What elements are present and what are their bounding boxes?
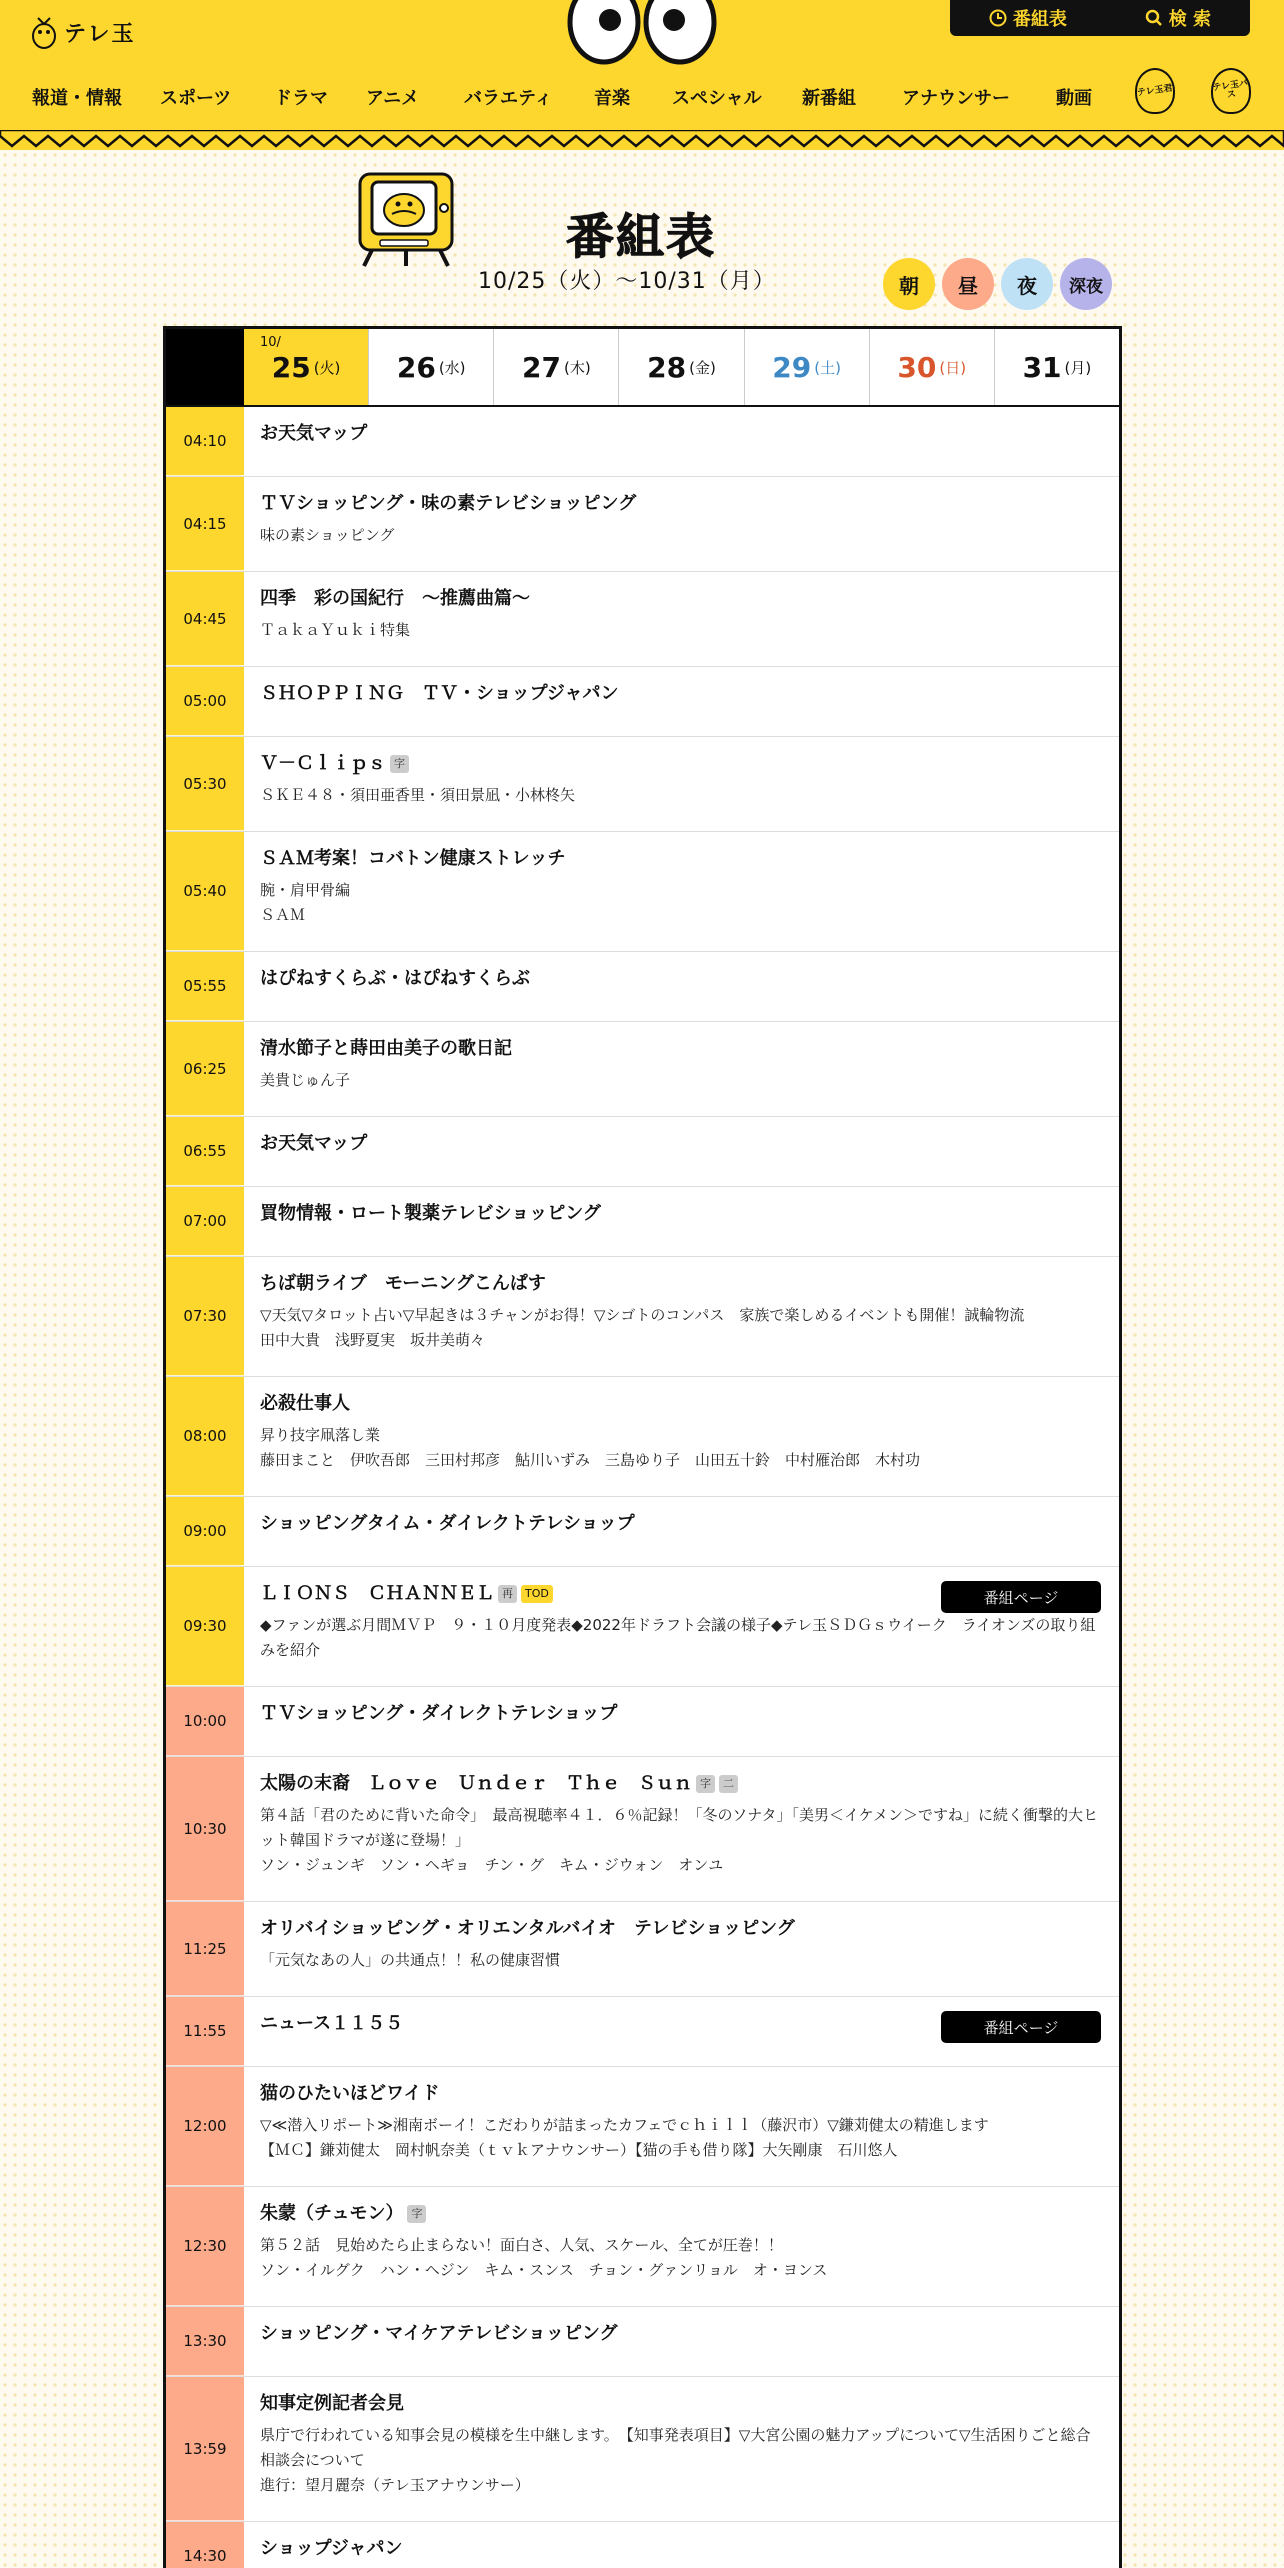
program-description <box>260 2233 1101 2283</box>
program-cell[interactable] <box>244 1757 1119 1901</box>
time-slot-button[interactable]: 夜 <box>1001 258 1053 310</box>
bus-link-icon[interactable] <box>1211 68 1251 114</box>
nav-item[interactable]: スペシャル <box>672 88 762 109</box>
day-number: 31 <box>1022 350 1062 384</box>
day-tabs <box>166 329 1119 407</box>
program-title-text: ＴＶショッピング・ダイレクトテレショップ <box>260 1703 618 1724</box>
schedule-button-label: 番組表 <box>1012 9 1067 30</box>
program-description-line: 第５２話 見始めたら止まらない！面白さ、人気、スケール、全てが圧巻！！ <box>260 2236 783 2254</box>
program-description-line: ＳＡＭ <box>260 906 306 924</box>
program-row <box>166 1257 1119 1377</box>
program-cell[interactable] <box>244 1187 1119 1256</box>
program-title <box>260 1701 1101 1727</box>
program-title-text: ＬＩＯＮＳ ＣＨＡＮＮＥＬ <box>260 1583 494 1604</box>
program-title <box>260 1511 1101 1537</box>
program-row <box>166 407 1119 477</box>
program-row <box>166 832 1119 952</box>
program-title <box>260 2201 1101 2227</box>
program-title-text: ショップジャパン <box>260 2538 403 2559</box>
day-number: 28 <box>647 350 687 384</box>
program-time: 05:00 <box>166 667 244 736</box>
time-slot-button[interactable]: 朝 <box>883 258 935 310</box>
program-time: 04:10 <box>166 407 244 476</box>
header-zigzag-edge <box>0 130 1284 154</box>
program-title <box>260 2391 1101 2417</box>
program-title-text: 清水節子と蒔田由美子の歌日記 <box>260 1038 512 1059</box>
program-cell[interactable] <box>244 1567 1119 1686</box>
program-description <box>260 1068 1101 1093</box>
program-row <box>166 1117 1119 1187</box>
program-title-text: ＳＡＭ考案！コバトン健康ストレッチ <box>260 848 566 869</box>
program-title <box>260 2081 1101 2107</box>
program-description <box>260 878 1101 928</box>
program-cell[interactable] <box>244 2187 1119 2306</box>
program-title <box>260 846 1101 872</box>
program-title-text: 猫のひたいほどワイド <box>260 2083 440 2104</box>
program-description-line: 藤田まこと 伊吹吾郎 三田村邦彦 鮎川いずみ 三島ゆり子 山田五十鈴 中村雁治郎 木村功 <box>260 1451 921 1469</box>
day-weekday: (土) <box>814 358 841 377</box>
program-time: 09:00 <box>166 1497 244 1566</box>
program-tag-badge: 字 <box>696 1775 715 1793</box>
program-title-text: 太陽の末裔 Ｌｏｖｅ Ｕｎｄｅｒ Ｔｈｅ Ｓｕｎ <box>260 1773 692 1794</box>
nav-item[interactable]: 新番組 <box>802 88 856 109</box>
logo-text: テレ玉 <box>64 21 136 47</box>
program-description <box>260 2423 1101 2498</box>
program-tag-badge: 字 <box>407 2205 426 2223</box>
program-row <box>166 1902 1119 1997</box>
day-weekday: (日) <box>939 358 967 377</box>
program-time: 10:30 <box>166 1757 244 1901</box>
program-description-line: 腕・肩甲骨編 <box>260 881 351 899</box>
time-slot-buttons <box>883 258 1112 310</box>
program-time: 11:55 <box>166 1997 244 2066</box>
program-cell[interactable] <box>244 1257 1119 1376</box>
program-cell[interactable] <box>244 1687 1119 1756</box>
day-number: 30 <box>897 350 937 384</box>
program-time: 04:45 <box>166 572 244 666</box>
program-time: 06:55 <box>166 1117 244 1186</box>
program-title <box>260 966 1101 992</box>
day-tab[interactable] <box>368 329 493 405</box>
program-description-line: 県庁で行われている知事会見の模様を生中継します。 【知事発表項目】▽大宮公園の魅力アップについて▽生活困りごと総合相談会について <box>260 2426 1091 2469</box>
nav-item[interactable]: 動画 <box>1056 88 1092 109</box>
program-cell[interactable] <box>244 572 1119 666</box>
day-tab[interactable] <box>994 329 1119 405</box>
program-title <box>260 681 1101 707</box>
program-description <box>260 1303 1101 1353</box>
page-title: 番組表 <box>566 209 717 265</box>
program-title <box>260 1201 1101 1227</box>
program-description-line: 昇り技字凧落し業 <box>260 1426 381 1444</box>
program-time: 12:00 <box>166 2067 244 2186</box>
program-page-button[interactable]: 番組ページ <box>941 2011 1101 2043</box>
program-title <box>260 1771 1101 1797</box>
program-page-button[interactable]: 番組ページ <box>941 1581 1101 1613</box>
program-time: 11:25 <box>166 1902 244 1996</box>
day-tab[interactable] <box>244 329 368 405</box>
mascot-link-icon[interactable] <box>1135 68 1175 114</box>
program-title <box>260 751 1101 777</box>
program-row <box>166 477 1119 572</box>
program-row <box>166 2187 1119 2307</box>
program-description <box>260 783 1101 808</box>
program-cell[interactable] <box>244 952 1119 1021</box>
program-cell[interactable] <box>244 1997 1119 2066</box>
program-cell[interactable] <box>244 667 1119 736</box>
program-title-text: ＴＶショッピング・味の素テレビショッピング <box>260 493 637 514</box>
program-description-line: 美貴じゅん子 <box>260 1071 351 1089</box>
program-tag-badge: 再 <box>498 1585 517 1603</box>
top-utility-bar <box>950 0 1250 36</box>
program-title-text: Ｖ－Ｃｌｉｐｓ <box>260 753 386 774</box>
time-slot-button[interactable]: 深夜 <box>1060 258 1112 310</box>
program-row <box>166 1997 1119 2067</box>
program-time: 05:40 <box>166 832 244 951</box>
program-cell[interactable] <box>244 1497 1119 1566</box>
program-title-text: お天気マップ <box>260 1133 368 1154</box>
program-time: 09:30 <box>166 1567 244 1686</box>
day-tab[interactable] <box>618 329 743 405</box>
day-weekday: (火) <box>313 358 341 377</box>
program-description-line: ＳＫＥ４８・須田亜香里・須田景凪・小林柊矢 <box>260 786 576 804</box>
program-title-text: 知事定例記者会見 <box>260 2393 404 2414</box>
schedule-table <box>163 326 1122 2568</box>
program-time: 14:30 <box>166 2522 244 2568</box>
program-row <box>166 1687 1119 1757</box>
program-title-text: ちば朝ライブ モーニングこんぱす <box>260 1273 546 1294</box>
clock-icon <box>989 9 1007 27</box>
schedule-button[interactable] <box>989 5 1067 31</box>
program-title <box>260 491 1101 517</box>
program-time: 12:30 <box>166 2187 244 2306</box>
day-weekday: (水) <box>438 358 466 377</box>
program-title-text: 四季 彩の国紀行 ～推薦曲篇～ <box>260 588 530 609</box>
program-cell[interactable] <box>244 2067 1119 2186</box>
day-weekday: (月) <box>1064 358 1092 377</box>
program-description-line: 進行：望月麗奈（テレ玉アナウンサー） <box>260 2476 530 2494</box>
day-weekday: (木) <box>563 358 591 377</box>
program-row <box>166 1567 1119 1687</box>
time-slot-button[interactable]: 昼 <box>942 258 994 310</box>
main-nav <box>0 78 1284 118</box>
program-title-text: ニュース１１５５ <box>260 2013 404 2034</box>
nav-item[interactable]: ドラマ <box>274 88 328 109</box>
program-title <box>260 421 1101 447</box>
program-row <box>166 1757 1119 1902</box>
program-description <box>260 1613 1101 1663</box>
program-tag-badge: TOD <box>521 1585 553 1603</box>
program-description-line: ソン・ジュンギ ソン・ヘギョ チン・グ キム・ジウォン オンユ <box>260 1856 724 1874</box>
program-description-line: 味の素ショッピング <box>260 526 395 544</box>
program-title <box>260 586 1101 612</box>
day-month: 10/ <box>260 335 281 350</box>
tv-mascot-icon <box>354 168 458 268</box>
program-description-line: ▽≪潜入リポート≫湘南ボーイ！こだわりが詰まったカフェでｃｈｉｌｌ（藤沢市）▽鎌苅健太の精進します <box>260 2116 989 2134</box>
program-title <box>260 2321 1101 2347</box>
program-cell[interactable] <box>244 1902 1119 1996</box>
program-description-line: ◆ファンが選ぶ月間ＭＶＰ ９・１０月度発表◆2022年ドラフト会議の様子◆テレ玉ＳＤＧｓウイーク ライオンズの取り組みを紹介 <box>260 1616 1096 1659</box>
search-button-label: 検 索 <box>1168 9 1212 30</box>
day-weekday: (金) <box>689 358 716 377</box>
program-title-text: ＳＨＯＰＰＩＮＧ ＴＶ・ショップジャパン <box>260 683 619 704</box>
site-header <box>0 0 1284 150</box>
day-tab[interactable] <box>869 329 994 405</box>
program-description-line: 第４話「君のために背いた命令」 最高視聴率４１．６％記録！「冬のソナタ」「美男＜イケメン＞ですね」に続く衝撃的大ヒット韓国ドラマが遂に登場！」 <box>260 1806 1099 1849</box>
program-time: 10:00 <box>166 1687 244 1756</box>
program-description-line: ▽天気▽タロット占い▽早起きは３チャンがお得！▽シゴトのコンパス 家族で楽しめるイベントも開催！誠輪物流 <box>260 1306 1025 1324</box>
mascot-eyes-icon <box>566 0 718 66</box>
program-title-text: 買物情報・ロート製薬テレビショッピング <box>260 1203 601 1224</box>
program-row <box>166 667 1119 737</box>
program-time: 07:30 <box>166 1257 244 1376</box>
program-row <box>166 2067 1119 2187</box>
program-title-text: オリバイショッピング・オリエンタルバイオ テレビショッピング <box>260 1918 795 1939</box>
program-time: 13:30 <box>166 2307 244 2376</box>
program-cell[interactable] <box>244 2307 1119 2376</box>
program-cell[interactable] <box>244 477 1119 571</box>
program-row <box>166 1377 1119 1497</box>
program-time: 08:00 <box>166 1377 244 1496</box>
program-description-line: ＴａｋａＹｕｋｉ特集 <box>260 621 411 639</box>
program-title-text: 朱蒙（チュモン） <box>260 2203 404 2224</box>
program-title <box>260 1391 1101 1417</box>
program-cell[interactable] <box>244 2377 1119 2521</box>
nav-item[interactable]: スポーツ <box>160 88 232 109</box>
program-row <box>166 1022 1119 1117</box>
program-description-line: ソン・イルグク ハン・ヘジン キム・スンス チョン・グァンリョル オ・ヨンス <box>260 2261 828 2279</box>
program-title <box>260 1036 1101 1062</box>
program-cell[interactable] <box>244 2522 1119 2568</box>
program-description <box>260 1423 1101 1473</box>
program-cell[interactable] <box>244 407 1119 476</box>
program-description <box>260 2113 1101 2163</box>
program-cell[interactable] <box>244 737 1119 831</box>
bus-link-label: テレ玉バス <box>1211 78 1249 101</box>
program-description <box>260 1948 1101 1973</box>
tama-mascot-icon <box>30 14 58 50</box>
program-row <box>166 2377 1119 2522</box>
program-cell[interactable] <box>244 832 1119 951</box>
day-tab[interactable] <box>744 329 869 405</box>
program-row <box>166 737 1119 832</box>
program-row <box>166 2522 1119 2568</box>
program-row <box>166 572 1119 667</box>
program-list <box>166 407 1119 2568</box>
day-number: 27 <box>522 350 561 384</box>
program-row <box>166 1497 1119 1567</box>
program-tag-badge: 二 <box>719 1775 738 1793</box>
nav-item[interactable]: 音楽 <box>594 88 630 109</box>
program-cell[interactable] <box>244 1377 1119 1496</box>
date-range: 10/25（火）〜10/31（月） <box>478 269 776 294</box>
program-description-line: 【ＭＣ】鎌苅健太 岡村帆奈美（ｔｖｋアナウンサー）【猫の手も借り隊】大矢剛康 石川悠人 <box>260 2141 898 2159</box>
search-button[interactable] <box>1145 5 1211 31</box>
search-icon <box>1145 9 1163 27</box>
program-time: 13:59 <box>166 2377 244 2521</box>
program-description <box>260 618 1101 643</box>
program-row <box>166 2307 1119 2377</box>
day-number: 25 <box>271 350 311 384</box>
program-time: 05:55 <box>166 952 244 1021</box>
program-description-line: 「元気なあの人」の共通点！！私の健康習慣 <box>260 1951 561 1969</box>
mascot-link-label: テレ玉君 <box>1136 83 1174 98</box>
program-title <box>260 1271 1101 1297</box>
program-title <box>260 1916 1101 1942</box>
site-logo[interactable] <box>30 14 136 50</box>
nav-item[interactable]: 報道・情報 <box>32 88 122 109</box>
program-tag-badge: 字 <box>390 755 409 773</box>
program-description-line: 田中大貴 浅野夏実 坂井美萌々 <box>260 1331 486 1349</box>
program-title <box>260 1131 1101 1157</box>
nav-item[interactable]: アニメ <box>366 88 420 109</box>
program-row <box>166 952 1119 1022</box>
program-time: 04:15 <box>166 477 244 571</box>
program-time: 07:00 <box>166 1187 244 1256</box>
day-number: 29 <box>772 350 812 384</box>
nav-item[interactable]: アナウンサー <box>902 88 1010 109</box>
nav-item[interactable]: バラエティ <box>464 88 553 109</box>
program-time: 05:30 <box>166 737 244 831</box>
program-title-text: ショッピングタイム・ダイレクトテレショップ <box>260 1513 635 1534</box>
program-title-text: 必殺仕事人 <box>260 1393 350 1414</box>
program-title-text: はぴねすくらぶ・はぴねすくらぶ <box>260 968 530 989</box>
program-description <box>260 1803 1101 1878</box>
day-tab[interactable] <box>493 329 618 405</box>
day-number: 26 <box>396 350 436 384</box>
program-title <box>260 2536 1101 2562</box>
program-title-text: お天気マップ <box>260 423 368 444</box>
program-cell[interactable] <box>244 1022 1119 1116</box>
program-title-text: ショッピング・マイケアテレビショッピング <box>260 2323 618 2344</box>
program-description <box>260 523 1101 548</box>
program-time: 06:25 <box>166 1022 244 1116</box>
day-tabs-corner <box>166 329 244 405</box>
program-row <box>166 1187 1119 1257</box>
program-cell[interactable] <box>244 1117 1119 1186</box>
